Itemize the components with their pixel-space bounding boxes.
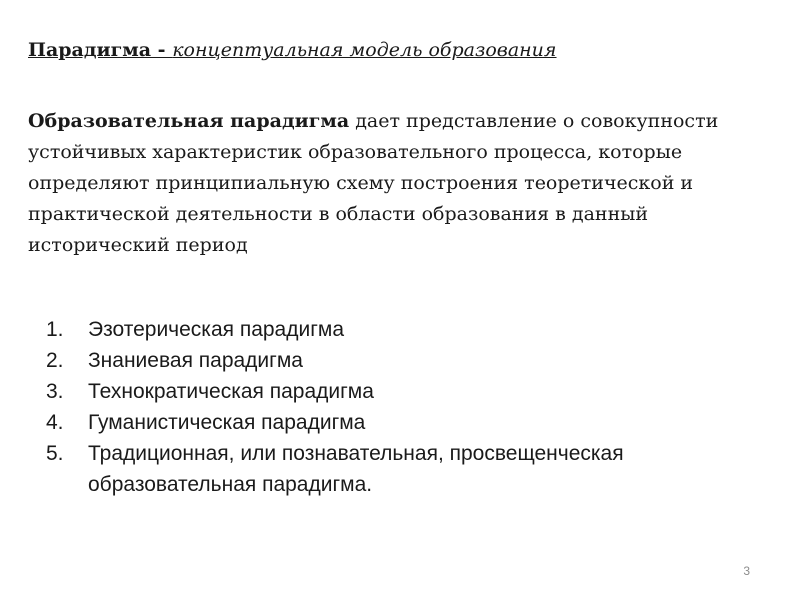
list-item bbox=[46, 376, 726, 407]
list-item bbox=[46, 314, 726, 345]
list-item-text: Знаниевая парадигма bbox=[88, 349, 303, 372]
list-item-text: Технократическая парадигма bbox=[88, 380, 374, 403]
title-term: Парадигма - bbox=[28, 39, 173, 61]
definition-paragraph bbox=[28, 106, 748, 261]
definition-term: Образовательная парадигма bbox=[28, 110, 350, 132]
list-item bbox=[46, 407, 726, 438]
paradigm-list bbox=[46, 314, 726, 500]
list-item bbox=[46, 345, 726, 376]
list-item bbox=[46, 438, 726, 500]
list-item-number: 5. bbox=[46, 442, 64, 465]
title-definition: концептуальная модель образования bbox=[172, 39, 557, 61]
list-item-text: Гуманистическая парадигма bbox=[88, 411, 366, 434]
list-item-number: 2. bbox=[46, 349, 64, 372]
list-item-text: Эзотерическая парадигма bbox=[88, 318, 344, 341]
list-item-text: Традиционная, или познавательная, просвещенческая образовательная парадигма. bbox=[88, 442, 624, 496]
list-item-number: 1. bbox=[46, 318, 64, 341]
list-item-number: 4. bbox=[46, 411, 64, 434]
slide-title bbox=[28, 36, 768, 64]
definition-text: дает представление о совокупности устойчивых характеристик образовательного процесса, которые определяют принципиальную схему построения теоретической и практической деятельности в области образования в данный исторический период bbox=[28, 110, 719, 256]
list-item-number: 3. bbox=[46, 380, 64, 403]
page-number: 3 bbox=[743, 564, 750, 578]
